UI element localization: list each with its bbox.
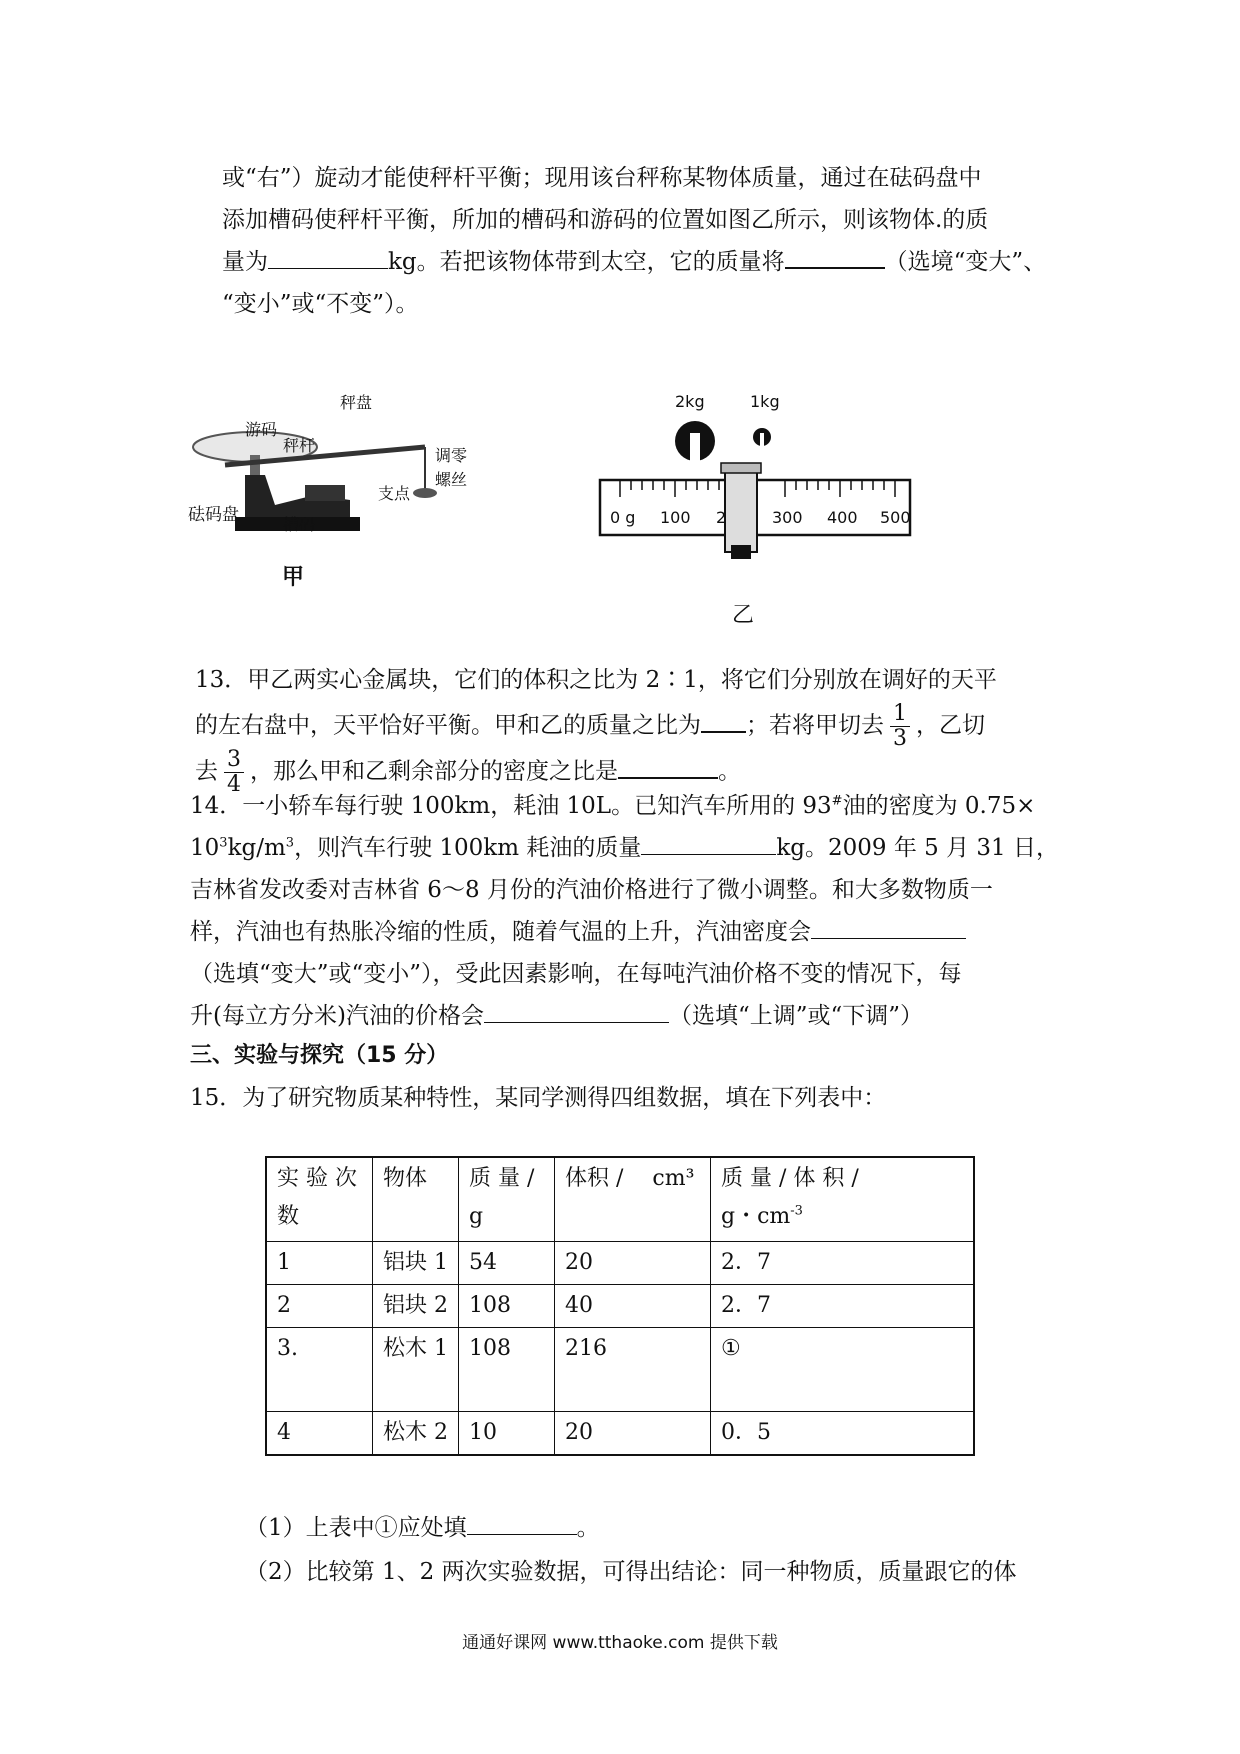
cell-trial: 4	[266, 1411, 373, 1455]
cell-trial: 2	[266, 1284, 373, 1327]
table-row	[266, 1327, 974, 1411]
caption-figure-b: 乙	[732, 603, 755, 628]
data-table	[265, 1156, 975, 1456]
label-beam: 秤杆	[283, 436, 316, 455]
caption-figure-a: 甲	[282, 565, 305, 590]
cell-object: 铝块 1	[373, 1241, 459, 1284]
scale-label-400: 400	[827, 508, 858, 527]
q12-line-1: 或“右”）旋动才能使秤杆平衡；现用该台秤称某物体质量，通过在砝码盘中	[222, 165, 982, 191]
label-pan: 秤盘	[340, 393, 373, 412]
q14-line-5: （选填“变大”或“变小”），受此因素影响，在每吨汽油价格不变的情况下，每	[190, 961, 962, 987]
q14-line-1: 14．一小轿车每行驶 100km，耗油 10L。已知汽车所用的 93#油的密度为 0.75×	[190, 793, 1036, 819]
scale-label-500: 500	[880, 508, 911, 527]
cell-ratio: 0．5	[711, 1411, 975, 1455]
label-pivot: 支点	[378, 484, 411, 503]
cell-volume: 20	[555, 1411, 711, 1455]
table-row	[266, 1411, 974, 1455]
cell-ratio: 2．7	[711, 1284, 975, 1327]
q14-line-4: 样，汽油也有热胀冷缩的性质，随着气温的上升，汽油密度会	[190, 912, 966, 952]
weight-2kg-slot	[690, 433, 700, 463]
q13-line-3: 去 $\frac{3}{4}$ ，那么甲和乙剩余部分的密度之比是 。	[195, 747, 741, 797]
section-3-heading: 三、实验与探究（15 分）	[190, 1043, 449, 1068]
weight-1kg-slot	[760, 433, 764, 447]
cell-object: 松木 1	[373, 1327, 459, 1411]
scale-label-300: 300	[772, 508, 803, 527]
q14-line-3: 吉林省发改委对吉林省 6～8 月份的汽油价格进行了微小调整。和大多数物质一	[190, 877, 993, 903]
table-row	[266, 1284, 974, 1327]
header-ratio: 质 量 / 体 积 / g・$cm^{-3}$	[711, 1157, 975, 1241]
answer-blank-fuel-mass[interactable]	[641, 832, 776, 855]
cell-object: 铝块 2	[373, 1284, 459, 1327]
q13-line-1: 13．甲乙两实心金属块，它们的体积之比为 2∶1，将它们分别放在调好的天平	[195, 667, 997, 693]
q15-intro: 15．为了研究物质某种特性，某同学测得四组数据，填在下列表中：	[190, 1085, 887, 1111]
scale-label-200: 2	[716, 508, 727, 527]
label-rider: 游码	[245, 420, 278, 439]
scale-label-0: 0 g	[610, 508, 636, 527]
answer-blank-mass-ratio[interactable]	[701, 709, 746, 733]
cell-ratio-blank[interactable]: ①	[711, 1327, 975, 1411]
cell-object: 松木 2	[373, 1411, 459, 1455]
label-zero-screw-1: 调零	[435, 446, 468, 465]
header-volume: 体积 / cm³	[555, 1157, 711, 1241]
cell-volume: 216	[555, 1327, 711, 1411]
rider-top	[721, 463, 761, 473]
cell-mass: 108	[459, 1327, 555, 1411]
q12-line-4: “变小”或“不变”）。	[222, 291, 419, 317]
header-mass: 质 量 / g	[459, 1157, 555, 1241]
rider-slider	[725, 467, 757, 552]
answer-blank-mass[interactable]	[268, 246, 388, 269]
answer-blank-density-change[interactable]	[811, 916, 966, 939]
header-trial: 实 验 次 数	[266, 1157, 373, 1241]
figure-ruler	[590, 385, 930, 565]
label-slot-weight: 槽码	[283, 515, 316, 534]
header-object: 物体	[373, 1157, 459, 1241]
fraction-three-quarters: $\frac{3}{4}$	[224, 748, 244, 797]
answer-blank-density-ratio[interactable]	[618, 755, 718, 779]
weight-hanger	[413, 488, 437, 498]
q13-line-2: 的左右盘中，天平恰好平衡。甲和乙的质量之比为 ；若将甲切去 $\frac{1}{3}$ ，乙切	[195, 701, 985, 751]
table-header-row	[266, 1157, 974, 1241]
cell-mass: 54	[459, 1241, 555, 1284]
q15-sub-1: （1）上表中①应处填 。	[245, 1508, 600, 1548]
cell-volume: 20	[555, 1241, 711, 1284]
answer-blank-density-value[interactable]	[467, 1512, 577, 1535]
answer-blank-space-mass[interactable]	[785, 245, 885, 269]
label-2kg: 2kg	[675, 392, 705, 411]
page-footer: 通通好课网 www.tthaoke.com 提供下载	[462, 1633, 778, 1653]
label-zero-screw-2: 螺丝	[435, 470, 468, 489]
q14-line-6: 升(每立方分米)汽油的价格会 （选填“上调”或“下调”）	[190, 996, 923, 1036]
q15-sub-2: （2）比较第 1、2 两次实验数据，可得出结论：同一种物质，质量跟它的体	[245, 1559, 1017, 1585]
cell-trial: 3.	[266, 1327, 373, 1411]
cell-mass: 108	[459, 1284, 555, 1327]
label-weight-pan: 砝码盘	[188, 505, 239, 525]
label-1kg: 1kg	[750, 392, 780, 411]
rider-foot	[731, 545, 751, 559]
fraction-one-third: $\frac{1}{3}$	[890, 702, 910, 751]
cell-ratio: 2．7	[711, 1241, 975, 1284]
q14-line-2: $10^3kg/m^3$，则汽车行驶 100km 耗油的质量 kg。2009 年 5 月 31 日，	[190, 828, 1059, 868]
cell-mass: 10	[459, 1411, 555, 1455]
answer-blank-price-change[interactable]	[484, 1000, 669, 1023]
table-row	[266, 1241, 974, 1284]
cell-volume: 40	[555, 1284, 711, 1327]
q12-line-3: 量为 kg。若把该物体带到太空，它的质量将 （选境“变大”、	[222, 242, 1046, 282]
scale-label-100: 100	[660, 508, 691, 527]
q12-line-2: 添加槽码使秤杆平衡，所加的槽码和游码的位置如图乙所示，则该物体.的质	[222, 207, 989, 233]
cell-trial: 1	[266, 1241, 373, 1284]
slot-weight-block	[305, 485, 345, 501]
